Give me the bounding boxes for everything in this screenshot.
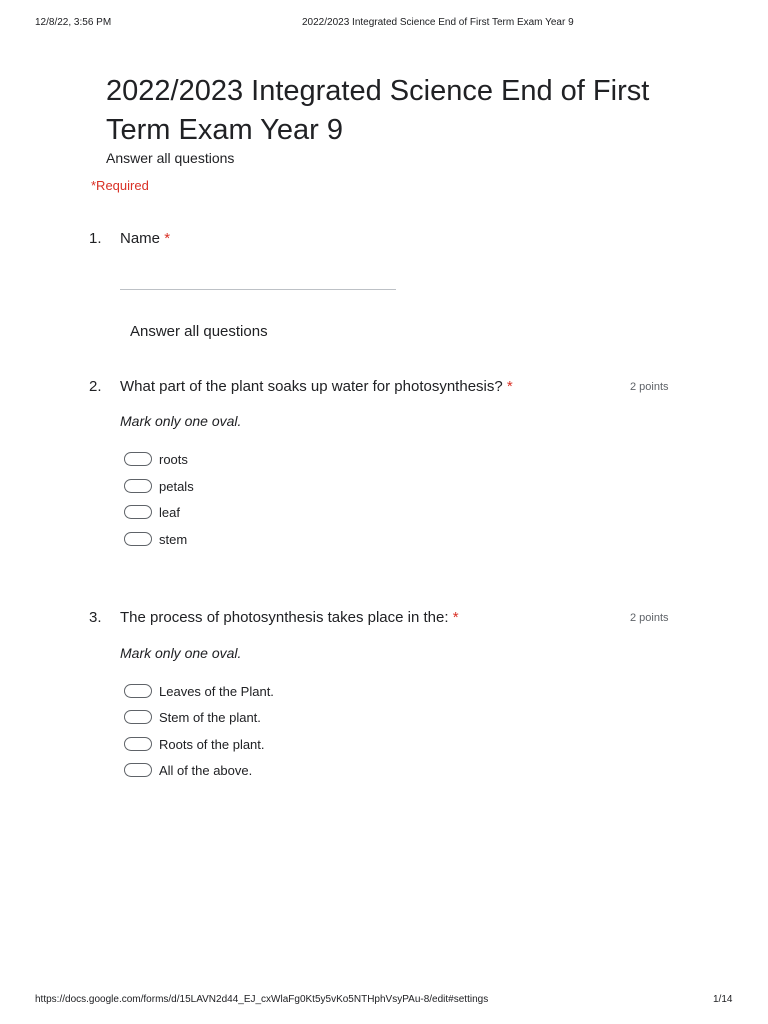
print-url: https://docs.google.com/forms/d/15LAVN2d44_EJ_cxWlaFg0Kt5y5vKo5NTHphVsyPAu-8/edit#settings	[35, 994, 489, 1005]
option-label: Roots of the plant.	[159, 736, 265, 752]
radio-oval[interactable]	[124, 737, 152, 751]
question-3-title	[120, 609, 459, 626]
page-number: 1/14	[713, 994, 733, 1005]
option-leaves-of-the-plant[interactable]	[124, 682, 274, 700]
radio-oval[interactable]	[124, 684, 152, 698]
question-2-instruction: Mark only one oval.	[120, 413, 242, 429]
radio-oval[interactable]	[124, 532, 152, 546]
question-2-title	[120, 378, 513, 395]
radio-oval[interactable]	[124, 452, 152, 466]
option-leaf[interactable]	[124, 503, 180, 521]
option-label: petals	[159, 478, 194, 494]
option-label: roots	[159, 451, 188, 467]
option-label: All of the above.	[159, 762, 253, 778]
radio-oval[interactable]	[124, 505, 152, 519]
radio-oval[interactable]	[124, 763, 152, 777]
form-description: Answer all questions	[106, 150, 235, 166]
required-star: *	[506, 378, 513, 395]
name-answer-field[interactable]	[120, 289, 396, 290]
radio-oval[interactable]	[124, 710, 152, 724]
question-3-instruction: Mark only one oval.	[120, 645, 242, 661]
option-roots-of-the-plant[interactable]	[124, 735, 265, 753]
question-2-number: 2.	[89, 378, 102, 395]
required-note: *Required	[91, 178, 149, 193]
option-label: Stem of the plant.	[159, 709, 261, 725]
radio-oval[interactable]	[124, 479, 152, 493]
required-star: *	[164, 230, 171, 247]
question-3-text: The process of photosynthesis takes place in the:	[120, 609, 449, 626]
question-3-points: 2 points	[630, 612, 669, 624]
option-label: leaf	[159, 504, 180, 520]
section-description: Answer all questions	[130, 323, 268, 340]
question-1-number: 1.	[89, 230, 102, 247]
option-stem-of-the-plant[interactable]	[124, 708, 261, 726]
option-petals[interactable]	[124, 477, 194, 495]
option-label: Leaves of the Plant.	[159, 683, 274, 699]
form-title: 2022/2023 Integrated Science End of First Term Exam Year 9	[106, 75, 650, 146]
print-doc-title: 2022/2023 Integrated Science End of First Term Exam Year 9	[302, 17, 574, 28]
option-all-of-the-above[interactable]	[124, 761, 252, 779]
required-star: *	[452, 609, 459, 626]
question-2-points: 2 points	[630, 381, 669, 393]
question-1-text: Name	[120, 230, 161, 247]
print-datetime: 12/8/22, 3:56 PM	[35, 17, 112, 28]
option-roots[interactable]	[124, 450, 188, 468]
option-label: stem	[159, 531, 188, 547]
question-3-number: 3.	[89, 609, 102, 626]
option-stem[interactable]	[124, 530, 187, 548]
question-2-text: What part of the plant soaks up water for photosynthesis?	[120, 378, 503, 395]
question-1-title	[120, 230, 170, 247]
